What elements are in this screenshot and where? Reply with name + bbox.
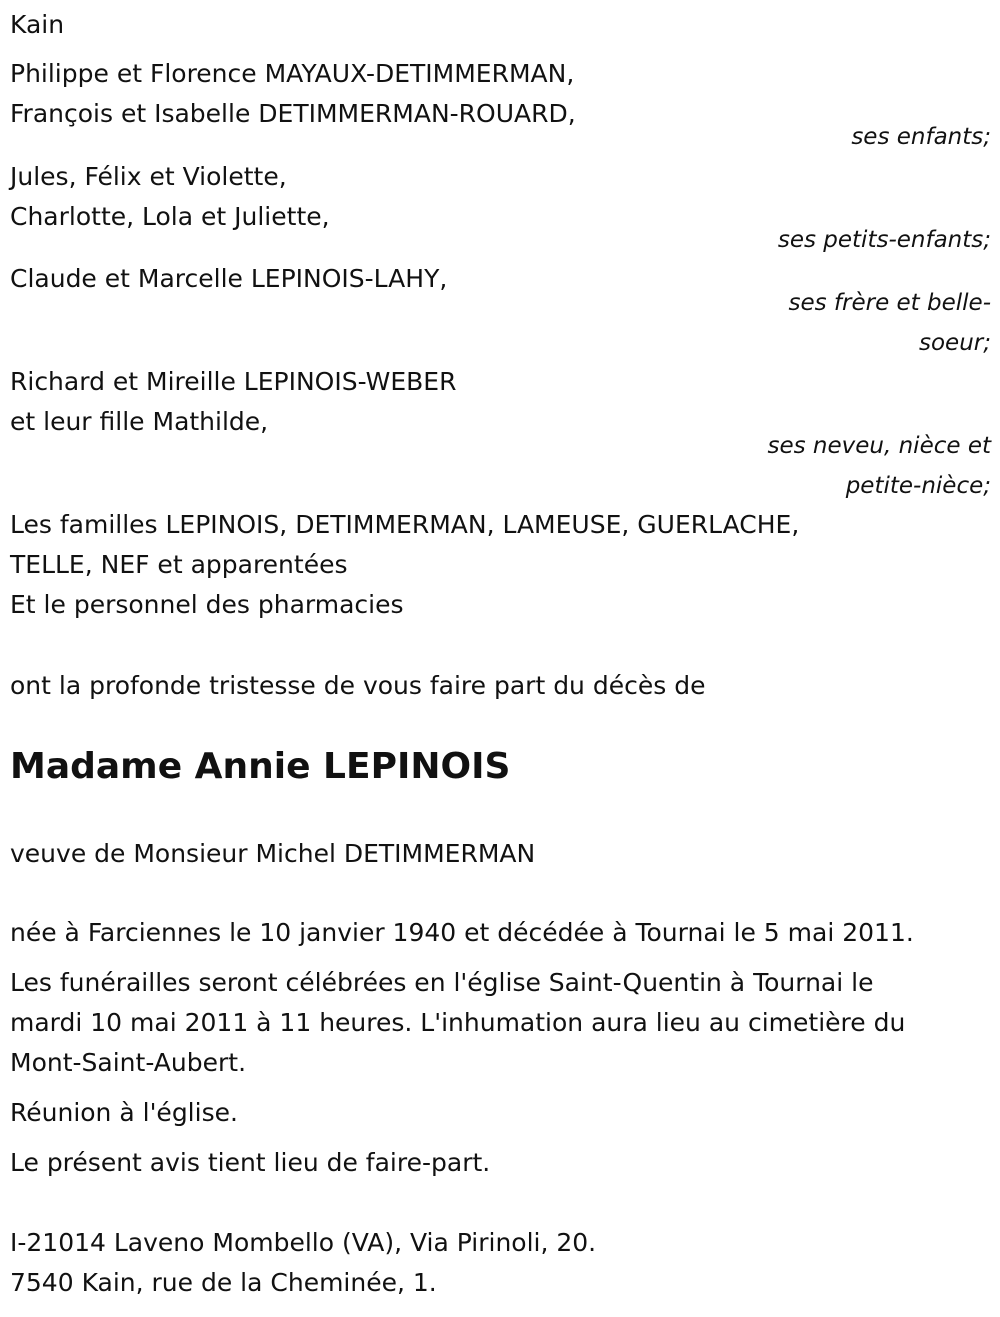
birth-death-line: née à Farciennes le 10 janvier 1940 et décédée à Tournai le 5 mai 2011. bbox=[10, 918, 914, 947]
funeral-line-3: Mont-Saint-Aubert. bbox=[10, 1048, 247, 1077]
siblings-line-1: Claude et Marcelle LEPINOIS-LAHY, bbox=[10, 264, 448, 293]
place-header: Kain bbox=[10, 10, 65, 39]
siblings-role-line-2: soeur; bbox=[919, 330, 991, 356]
siblings-role-line-1: ses frère et belle- bbox=[788, 290, 991, 316]
grandchildren-line-2: Charlotte, Lola et Juliette, bbox=[10, 202, 330, 231]
spouse-line: veuve de Monsieur Michel DETIMMERMAN bbox=[10, 839, 536, 868]
nephews-line-1: Richard et Mireille LEPINOIS-WEBER bbox=[10, 367, 457, 396]
funeral-line-2: mardi 10 mai 2011 à 11 heures. L'inhumation aura lieu au cimetière du bbox=[10, 1008, 906, 1037]
nephews-line-2: et leur fille Mathilde, bbox=[10, 407, 269, 436]
funeral-line-1: Les funérailles seront célébrées en l'église Saint-Quentin à Tournai le bbox=[10, 968, 874, 997]
address-line-2: 7540 Kain, rue de la Cheminée, 1. bbox=[10, 1268, 437, 1297]
grandchildren-role: ses petits-enfants; bbox=[777, 227, 991, 253]
deceased-name: Madame Annie LEPINOIS bbox=[10, 746, 511, 787]
others-line-1: Les familles LEPINOIS, DETIMMERMAN, LAMEUSE, GUERLACHE, bbox=[10, 510, 800, 539]
address-line-1: I-21014 Laveno Mombello (VA), Via Pirinoli, 20. bbox=[10, 1228, 597, 1257]
others-line-2: TELLE, NEF et apparentées bbox=[10, 550, 348, 579]
children-line-2: François et Isabelle DETIMMERMAN-ROUARD, bbox=[10, 99, 576, 128]
grandchildren-line-1: Jules, Félix et Violette, bbox=[10, 162, 287, 191]
children-line-1: Philippe et Florence MAYAUX-DETIMMERMAN, bbox=[10, 59, 575, 88]
nephews-role-line-1: ses neveu, nièce et bbox=[767, 433, 991, 459]
children-role: ses enfants; bbox=[851, 124, 991, 150]
others-line-3: Et le personnel des pharmacies bbox=[10, 590, 404, 619]
meeting-line: Réunion à l'église. bbox=[10, 1098, 238, 1127]
announcement-text: ont la profonde tristesse de vous faire part du décès de bbox=[10, 671, 706, 700]
nephews-role-line-2: petite-nièce; bbox=[845, 473, 991, 499]
notice-line: Le présent avis tient lieu de faire-part. bbox=[10, 1148, 491, 1177]
